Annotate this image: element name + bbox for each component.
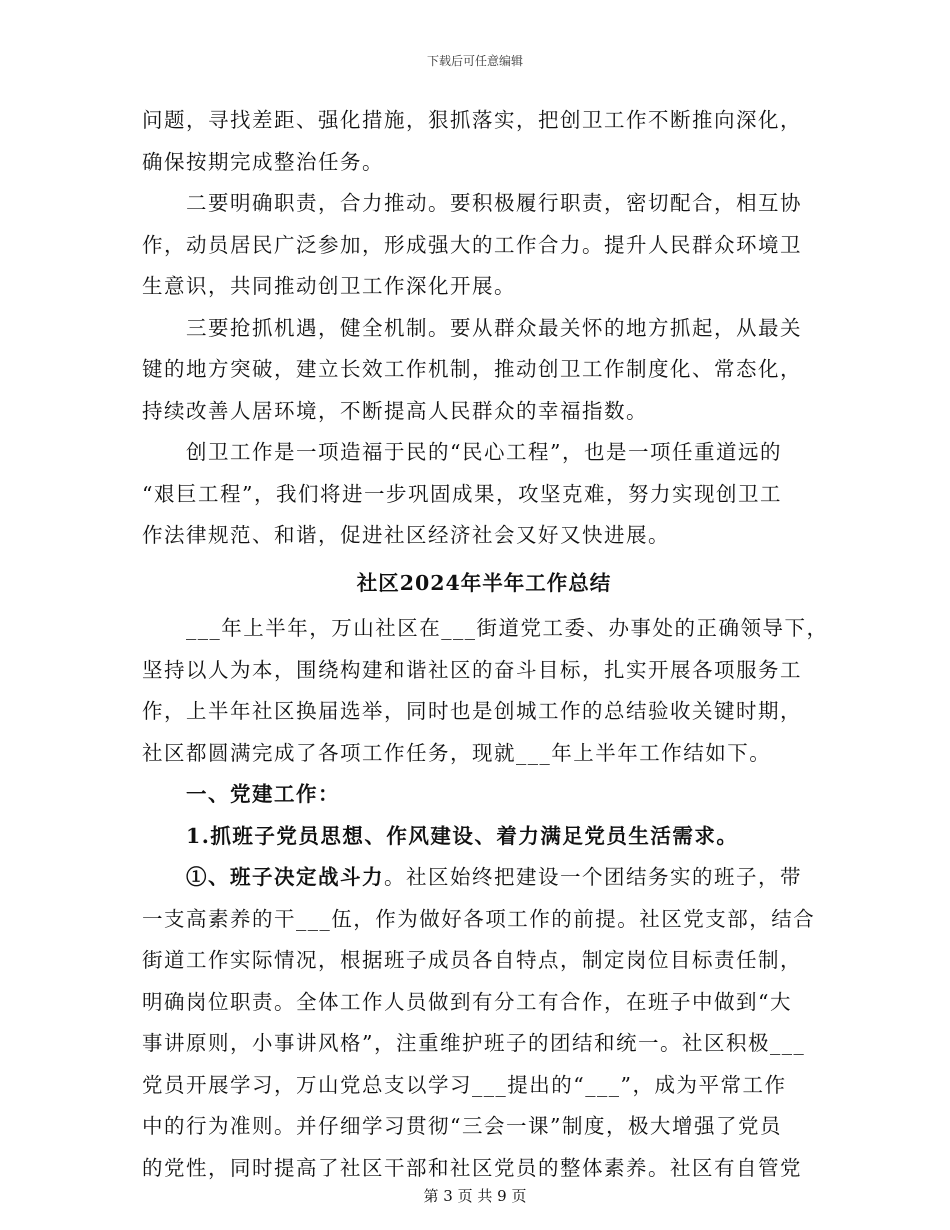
text-line: 明确岗位职责。全体工作人员做到有分工有合作，在班子中做到“大: [142, 989, 792, 1014]
text-line: 社区都圆满完成了各项工作任务，现就___年上半年工作结如下。: [142, 740, 772, 765]
page-footer: 第 3 页 共 9 页: [423, 1187, 527, 1205]
text-line: 一支高素养的干___伍，作为做好各项工作的前提。社区党支部，结合: [142, 906, 816, 931]
text-line: 中的行为准则。并仔细学习贯彻“三会一课”制度，极大增强了党员: [142, 1114, 782, 1138]
text-line: [142, 857, 826, 899]
heading-party-building: 一、党建工作：: [142, 782, 340, 806]
text-line: 作，上半年社区换届选举，同时也是创城工作的总结验收关键时期，: [142, 699, 802, 723]
text-line: 作，动员居民广泛参加，形成强大的工作合力。提升人民群众环境卫: [142, 232, 802, 257]
document-body: [142, 100, 829, 1189]
text-line: ___年上半年，万山社区在___街道党工委、办事处的正确领导下，: [142, 616, 829, 640]
text-line: 创卫工作是一项造福于民的“民心工程”，也是一项任重道远的: [142, 440, 782, 464]
text-line: 持续改善人居环境，不断提高人民群众的幸福指数。: [142, 398, 648, 423]
subheading-team-building: 1.抓班子党员思想、作风建设、着力满足党员生活需求。: [142, 823, 739, 848]
text-line: “艰巨工程”，我们将进一步巩固成果，攻坚克难，努力实现创卫工: [142, 481, 782, 506]
page-header: 下载后可任意编辑: [426, 54, 523, 68]
text-line: 党员开展学习，万山党总支以学习___提出的“___”，成为平常工作: [142, 1072, 787, 1097]
text-line: 二要明确职责，合力推动。要积极履行职责，密切配合，相互协: [142, 191, 802, 215]
text-line: 作法律规范、和谐，促进社区经济社会又好又快进展。: [142, 523, 670, 547]
text-line: 街道工作实际情况，根据班子成员各自特点，制定岗位目标责任制，: [142, 948, 802, 972]
section-title: 社区2024年半年工作总结: [356, 570, 612, 595]
text-line: 确保按期完成整治任务。: [142, 149, 384, 174]
text-line: 事讲原则，小事讲风格”，注重维护班子的团结和统一。社区积极___: [142, 1031, 806, 1055]
text-line: 三要抢抓机遇，健全机制。要从群众最关怀的地方抓起，从最关: [142, 315, 802, 340]
text-line: 坚持以人为本，围绕构建和谐社区的奋斗目标，扎实开展各项服务工: [142, 657, 802, 682]
text-line: 问题，寻找差距、强化措施，狠抓落实，把创卫工作不断推向深化，: [142, 108, 802, 132]
text-line: 生意识，共同推动创卫工作深化开展。: [142, 274, 516, 298]
text-line: 键的地方突破，建立长效工作机制，推动创卫工作制度化、常态化，: [142, 357, 802, 381]
paragraph-lead-rest: 。社区始终把建设一个团结务实的班子，带: [384, 865, 802, 889]
paragraph-lead: ①、班子决定战斗力: [142, 865, 384, 889]
text-line: 的党性，同时提高了社区干部和社区党员的整体素养。社区有自管党: [142, 1155, 802, 1180]
